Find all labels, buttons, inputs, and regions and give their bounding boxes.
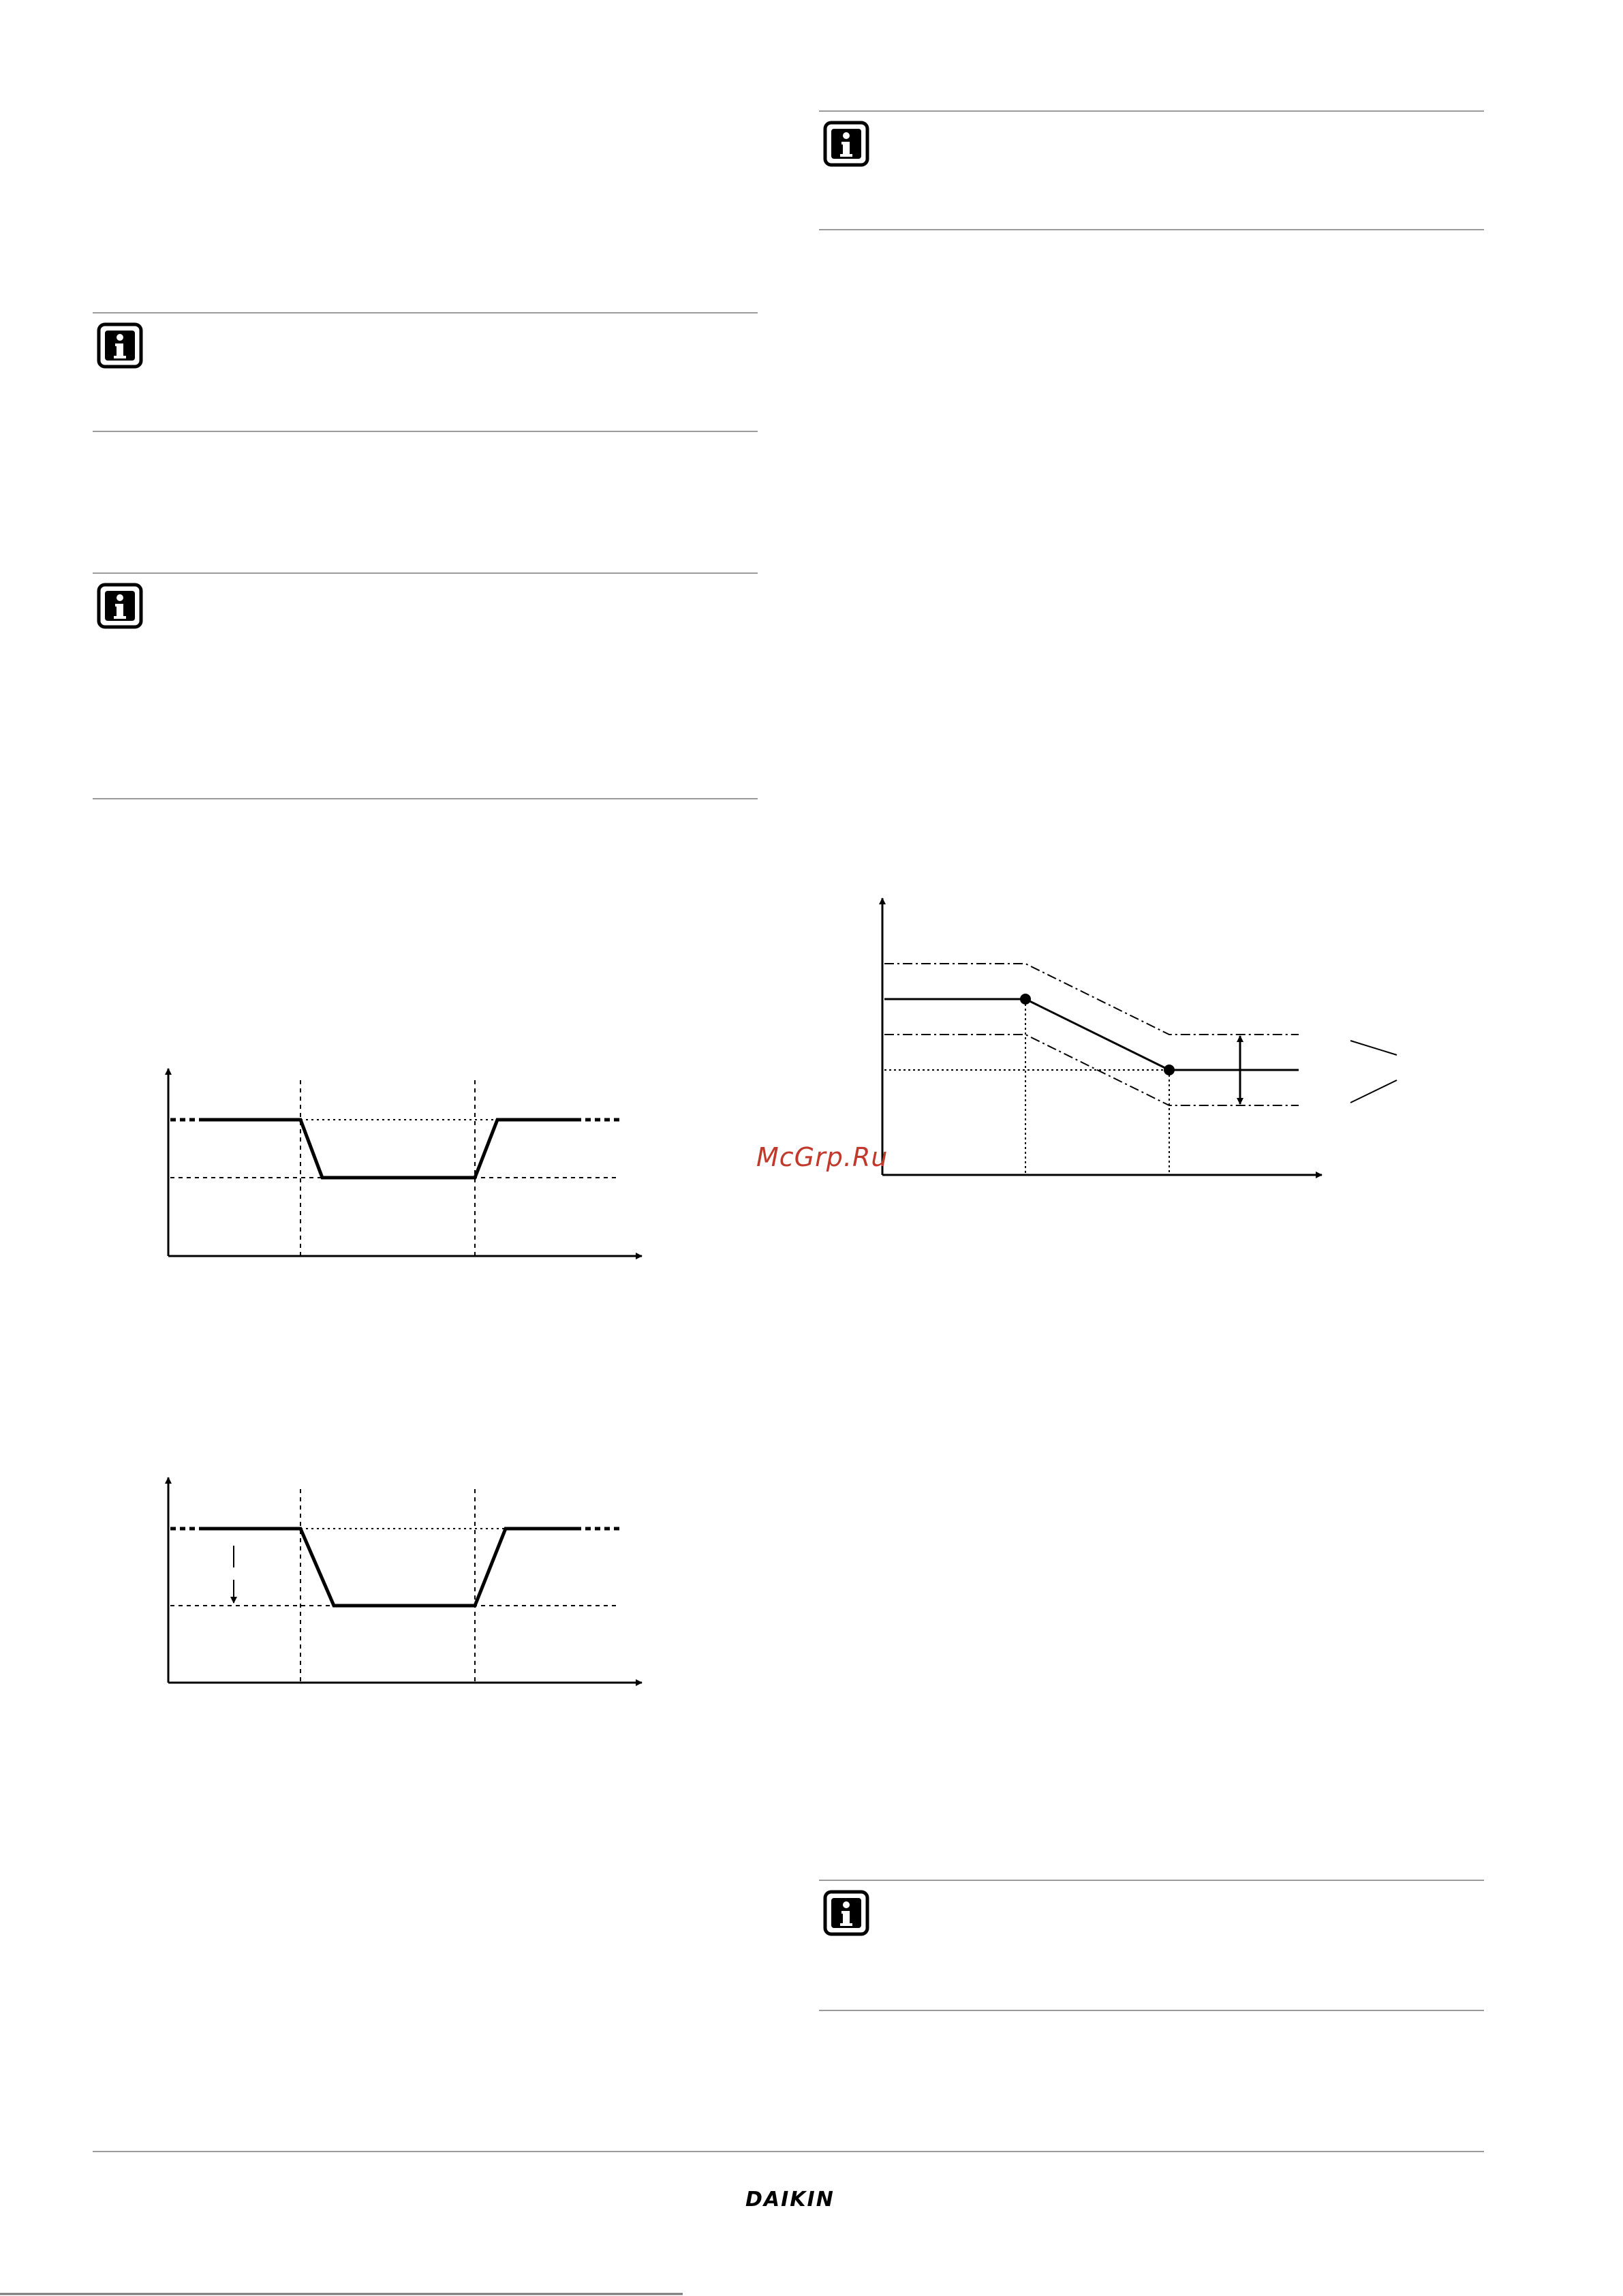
setpoint-curve — [202, 1120, 576, 1178]
weather-dependent-curve-diagram — [882, 898, 1397, 1175]
info-icon — [825, 123, 867, 165]
setpoint-dip-diagram-1 — [168, 1069, 642, 1256]
daikin-logo: DAIKIN — [745, 2188, 835, 2211]
info-note-2 — [93, 573, 758, 799]
breakpoint-dot-2 — [1164, 1065, 1175, 1075]
info-note-3 — [819, 111, 1484, 230]
info-note-4 — [819, 1880, 1484, 2010]
info-icon — [825, 1892, 867, 1934]
info-note-1 — [93, 313, 758, 431]
callout-line-lower — [1350, 1080, 1397, 1103]
page-footer — [0, 2152, 1484, 2294]
setpoint-curve — [202, 1529, 576, 1606]
setpoint-dip-diagram-2 — [168, 1478, 642, 1683]
info-icon — [99, 585, 141, 627]
info-icon — [99, 324, 141, 367]
watermark-text: McGrp.Ru — [756, 1142, 888, 1172]
callout-line-upper — [1350, 1041, 1397, 1055]
breakpoint-dot-1 — [1020, 994, 1031, 1005]
